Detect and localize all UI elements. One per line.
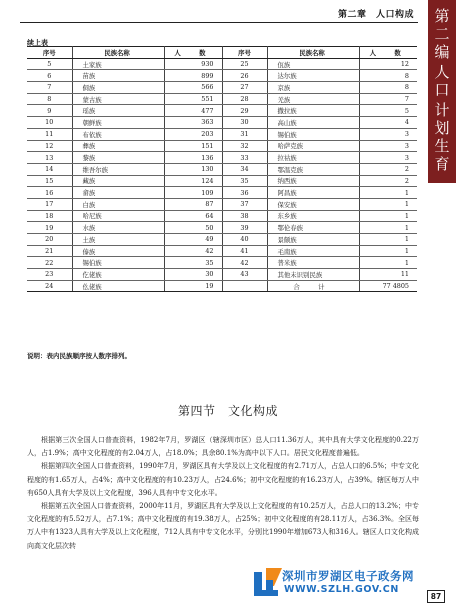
- table-cell: 34: [222, 163, 267, 175]
- table-cell: 21: [27, 245, 72, 257]
- continued-label: 续上表: [27, 38, 48, 47]
- table-cell: 36: [222, 187, 267, 199]
- paragraph: 根据第五次全国人口普查资料，2000年11月，罗湖区具有大学及以上文化程度的有10.25万人，占总人口的13.2%；中专文化程度的有5.52万人，占7.1%；高中文化程度的有19.38万人，占25%；初中文化程度的有28.11万人，占36.3%。全区每万人中有1323人具有大学及以上文化程度，712人具有中专文化水平，分别比1990年增加673人和316人。辖区人口文化构成向高文化层次转: [27, 502, 419, 550]
- column-header: 序号: [27, 47, 72, 59]
- table-cell: 551: [164, 93, 222, 105]
- table-cell: 1: [359, 257, 417, 269]
- table-cell: 49: [164, 234, 222, 246]
- table-cell: 11: [27, 128, 72, 140]
- table-row: [27, 175, 417, 187]
- table-row: [27, 58, 417, 70]
- watermark-logo-icon: [252, 566, 286, 600]
- table-cell: 哈萨克族: [267, 140, 359, 152]
- table-cell: 38: [222, 210, 267, 222]
- table-row: [27, 222, 417, 234]
- table-note: 说明：表内民族顺序按人数序排列。: [27, 352, 131, 360]
- table-cell: 1: [359, 234, 417, 246]
- table-cell: 蒙古族: [72, 93, 164, 105]
- table-row: [27, 105, 417, 117]
- table-cell: 77 4805: [359, 280, 417, 292]
- table-cell: 23: [27, 269, 72, 281]
- paragraph: 根据第四次全国人口普查资料，1990年7月，罗湖区具有大学及以上文化程度的有2.71万人，占总人口的6.5%；中专文化程度的有1.65万人，占4%；高中文化程度的有10.23万人，占24.6%；初中文化程度的有16.23万人，占39%。辖区每万人中有650人具有大学及以上文化程度，396人具有中专文化水平。: [27, 462, 419, 497]
- table-cell: 锡伯族: [72, 257, 164, 269]
- column-header: 民族名称: [267, 47, 359, 59]
- table-cell: 京族: [267, 82, 359, 94]
- table-cell: 899: [164, 70, 222, 82]
- table-row: [27, 269, 417, 281]
- table-row: [27, 82, 417, 94]
- table-cell: 22: [27, 257, 72, 269]
- table-cell: 侗族: [72, 82, 164, 94]
- table-cell: 纳西族: [267, 175, 359, 187]
- table-cell: 42: [222, 257, 267, 269]
- table-cell: 35: [222, 175, 267, 187]
- table-row: [27, 198, 417, 210]
- table-cell: 鄂温克族: [267, 163, 359, 175]
- table-cell: 11: [359, 269, 417, 281]
- watermark-url: WWW.SZLH.GOV.CN: [284, 584, 399, 595]
- table-cell: 朝鲜族: [72, 117, 164, 129]
- side-tab-char: 人: [434, 63, 450, 81]
- table-header-row: [27, 47, 417, 59]
- table-cell: 151: [164, 140, 222, 152]
- side-tab-char: 编: [434, 43, 450, 61]
- watermark-site-name: 深圳市罗湖区电子政务网: [282, 569, 414, 583]
- table-cell: 12: [27, 140, 72, 152]
- table-cell: 撒拉族: [267, 105, 359, 117]
- table-cell: 130: [164, 163, 222, 175]
- table-cell: 64: [164, 210, 222, 222]
- table-cell: 124: [164, 175, 222, 187]
- table-cell: 3: [359, 140, 417, 152]
- table-cell: 彝族: [72, 140, 164, 152]
- table-cell: 930: [164, 58, 222, 70]
- table-cell: 普米族: [267, 257, 359, 269]
- table-cell: 4: [359, 117, 417, 129]
- table-cell: 5: [359, 105, 417, 117]
- table-cell: 白族: [72, 198, 164, 210]
- table-cell: 25: [222, 58, 267, 70]
- watermark: [252, 566, 426, 600]
- side-tab-char: 计: [434, 101, 450, 119]
- table-cell: 1: [359, 187, 417, 199]
- table-cell: 30: [222, 117, 267, 129]
- table-cell: 203: [164, 128, 222, 140]
- side-tab-char: 二: [434, 25, 450, 43]
- table-cell: 景颇族: [267, 234, 359, 246]
- table-cell: 仫佬族: [72, 280, 164, 292]
- table-cell: 566: [164, 82, 222, 94]
- table-cell: 18: [27, 210, 72, 222]
- table-cell: 土家族: [72, 58, 164, 70]
- table-cell: 佤族: [267, 58, 359, 70]
- column-header: 人 数: [359, 47, 417, 59]
- table-cell: 19: [27, 222, 72, 234]
- table-cell: 1: [359, 198, 417, 210]
- table-cell: 8: [27, 93, 72, 105]
- table-cell: 土族: [72, 234, 164, 246]
- table-cell: 8: [359, 82, 417, 94]
- table-cell: 瑶族: [72, 105, 164, 117]
- table-cell: 仡佬族: [72, 269, 164, 281]
- side-tab-char: 口: [434, 81, 450, 99]
- side-section-tab: [428, 0, 456, 183]
- ethnic-population-table: [27, 46, 417, 292]
- table-cell: [222, 280, 267, 292]
- table-cell: 1: [359, 222, 417, 234]
- table-cell: 12: [359, 58, 417, 70]
- table-cell: 藏族: [72, 175, 164, 187]
- table-cell: 畲族: [72, 187, 164, 199]
- table-cell: 24: [27, 280, 72, 292]
- table-cell: 9: [27, 105, 72, 117]
- table-cell: 6: [27, 70, 72, 82]
- table-cell: 50: [164, 222, 222, 234]
- table-row: [27, 140, 417, 152]
- table-row: [27, 245, 417, 257]
- table-cell: 维吾尔族: [72, 163, 164, 175]
- table-cell: 鄂伦春族: [267, 222, 359, 234]
- paragraph: 根据第三次全国人口普查资料，1982年7月，罗湖区（辖深圳市区）总人口11.36万人，其中具有大学文化程度的0.22万人，占1.9%；高中文化程度的有2.04万人，占18.0%；具余80.1%为高中以下人口。居民文化程度普遍低。: [27, 436, 419, 458]
- side-tab-char: 第: [434, 7, 450, 25]
- table-row: [27, 210, 417, 222]
- table-cell: 19: [164, 280, 222, 292]
- column-header: 民族名称: [72, 47, 164, 59]
- table-cell: 37: [222, 198, 267, 210]
- table-cell: 20: [27, 234, 72, 246]
- side-tab-char: 育: [434, 155, 450, 173]
- table-cell: 35: [164, 257, 222, 269]
- table-cell: 40: [222, 234, 267, 246]
- header-rule: [20, 22, 418, 23]
- table-row: [27, 152, 417, 164]
- table-cell: 其他未识别民族: [267, 269, 359, 281]
- table-cell: 2: [359, 163, 417, 175]
- table-cell: 3: [359, 152, 417, 164]
- table-cell: 136: [164, 152, 222, 164]
- table-cell: 32: [222, 140, 267, 152]
- table-cell: 1: [359, 245, 417, 257]
- table-cell: 30: [164, 269, 222, 281]
- table-cell: 保安族: [267, 198, 359, 210]
- table-cell: 29: [222, 105, 267, 117]
- table-row: [27, 257, 417, 269]
- table-cell: 41: [222, 245, 267, 257]
- table-cell: 477: [164, 105, 222, 117]
- table-cell: 7: [359, 93, 417, 105]
- table-cell: 合 计: [267, 280, 359, 292]
- page-number: 87: [427, 590, 445, 603]
- table-cell: 42: [164, 245, 222, 257]
- column-header: 序号: [222, 47, 267, 59]
- section-title: 第四节 文化构成: [177, 404, 278, 418]
- table-cell: 5: [27, 58, 72, 70]
- table-row: [27, 234, 417, 246]
- table-cell: 黎族: [72, 152, 164, 164]
- table-cell: 布依族: [72, 128, 164, 140]
- table-cell: 7: [27, 82, 72, 94]
- table-cell: 哈尼族: [72, 210, 164, 222]
- table-cell: 31: [222, 128, 267, 140]
- table-cell: 东乡族: [267, 210, 359, 222]
- table-cell: 15: [27, 175, 72, 187]
- table-cell: 高山族: [267, 117, 359, 129]
- table-cell: 达尔族: [267, 70, 359, 82]
- table-cell: 87: [164, 198, 222, 210]
- table-cell: 39: [222, 222, 267, 234]
- table-row: [27, 93, 417, 105]
- table-cell: 阿昌族: [267, 187, 359, 199]
- table-cell: 28: [222, 93, 267, 105]
- table-cell: 17: [27, 198, 72, 210]
- table-row: [27, 128, 417, 140]
- table-cell: 13: [27, 152, 72, 164]
- table-cell: 苗族: [72, 70, 164, 82]
- table-row: [27, 280, 417, 292]
- table-cell: 拉祜族: [267, 152, 359, 164]
- table-cell: 10: [27, 117, 72, 129]
- table-cell: 14: [27, 163, 72, 175]
- table-row: [27, 187, 417, 199]
- table-row: [27, 117, 417, 129]
- table-cell: 1: [359, 210, 417, 222]
- table-row: [27, 163, 417, 175]
- table-cell: 锡伯族: [267, 128, 359, 140]
- table-cell: 毛南族: [267, 245, 359, 257]
- side-tab-char: 划: [434, 119, 450, 137]
- table-cell: 43: [222, 269, 267, 281]
- chapter-heading: 第二章 人口构成: [337, 10, 414, 20]
- body-text: [27, 434, 419, 553]
- table-cell: 26: [222, 70, 267, 82]
- table-cell: 33: [222, 152, 267, 164]
- table-cell: 16: [27, 187, 72, 199]
- table-row: [27, 70, 417, 82]
- side-tab-char: 生: [434, 137, 450, 155]
- column-header: 人 数: [164, 47, 222, 59]
- table-cell: 傣族: [72, 245, 164, 257]
- table-cell: 3: [359, 128, 417, 140]
- table-cell: 水族: [72, 222, 164, 234]
- table-cell: 363: [164, 117, 222, 129]
- table-cell: 8: [359, 70, 417, 82]
- table-cell: 羌族: [267, 93, 359, 105]
- table-cell: 27: [222, 82, 267, 94]
- table-cell: 109: [164, 187, 222, 199]
- table-cell: 2: [359, 175, 417, 187]
